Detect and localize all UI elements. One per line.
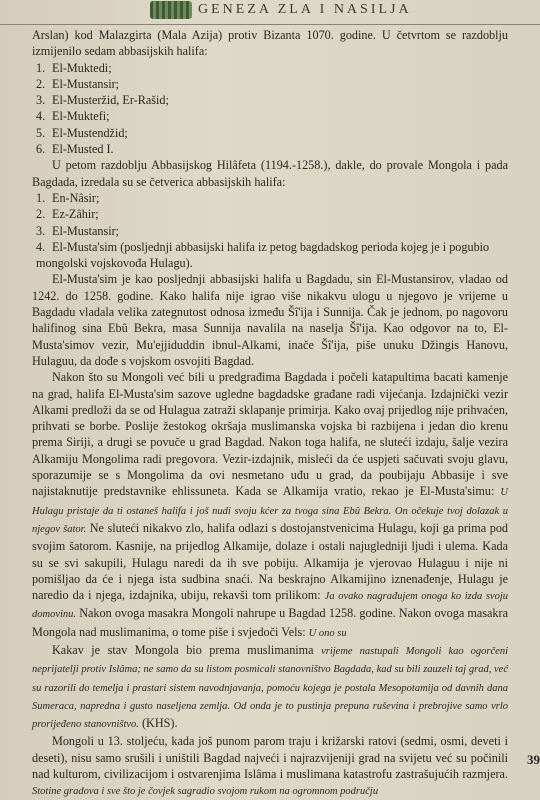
caliph-list-fifth-period	[32, 190, 508, 271]
list-item: 4. El-Musta'sim (posljednji abbasijski halifa iz petog bagdadskog perioda kojeg je i pogubio mongolski vojskovođa Hulagu).	[36, 239, 490, 271]
list-item: 2. El-Mustansir;	[36, 76, 120, 91]
list-item: 3. El-Mustansir;	[36, 223, 120, 238]
quote: vrijeme nastupali Mongoli kao ogorčeni neprijatelji protiv Islâma; ne samo da su listom posmicali stanovništvo Bagdada, kad su bili zauzeli taj grad, već su razorili do temelja i prastari sistem navodnjavanja, pomoću kojega je postala Mesopotamija od davnih dana Sumeraca, naprednа i gusto naseljena zemlja. Od onda je to pustinja prepuna ruševina i prebrojive samo vrlo prorijeđeno stanovništvo.	[32, 645, 509, 731]
list-item: 6. El-Musted I.	[36, 142, 114, 157]
running-title: GENEZA ZLA I NASILJA	[198, 2, 412, 17]
quote: U ono su	[308, 627, 347, 639]
list-item: 5. El-Mustendžid;	[36, 125, 128, 140]
caliph-list-fourth-period	[32, 60, 508, 158]
list-item: 2. Ez-Zâhir;	[36, 207, 99, 222]
body-paragraph: El-Musta'sim je kao posljednji abbasijski halifa u Bagdadu, sin El-Mustansirov, vladao od 1242. do 1258. godine. Kako halifa nije igrao više nikakvu ulogu u njegovo je vrijeme u Bagdadu vladala velika zategnutost odnosa između Šî'ija i Sunnija. Čak je jednom, po nagovoru halifinog sina Ebû Bekra, masa Sunnija navalila na naselja Šî'ija. Kao odgovor na to, El-Musta'simov vezir, Mu'ejjiduddin ibnul-Alkami, inače Šî'ija, piše unuku Džingis Hanovu, Hulaguu, da dođe s vojskom osvojiti Bagdad.	[32, 272, 508, 368]
list-item: 1. En-Nâsir;	[36, 190, 100, 205]
quote: U Hulagu pristaje da ti ostaneš halifa i još nudi svoju kćer za tvoga sina Ebû Bekra. On očekuje tvoj dolazak u njegov šator.	[32, 487, 509, 535]
page-content	[32, 27, 508, 800]
header-ornament	[150, 1, 192, 19]
list-item: 1. El-Muktedi;	[36, 60, 112, 75]
body-paragraph: Kakav je stav Mongola bio prema muslimanima vrijeme nastupali Mongoli kao ogorčeni neprijatelji protiv Islâma; ne samo da su listom posmicali stanovništvo Bagdada, kad su bili zauzeli taj grad, već su razorili do temelja i prastari sistem navodnjavanja, pomoću kojega je postala Mesopotamija od davnih dana Sumeraca, naprednа i gusto naseljena zemlja. Od onda je to pustinja prepuna ruševina i prebrojive samo vrlo prorijeđeno stanovništvo. (KHS).	[32, 642, 509, 731]
running-header	[0, 0, 540, 25]
list-item: 4. El-Muktefi;	[36, 109, 110, 124]
body-paragraph: Mongoli u 13. stoljeću, kada još punom parom traju i križarski ratovi (sedmi, osmi, deveti i deseti), nisu samo srušili i uništili Bagdad najveći i najrazvijeniji grad na svijetu već su počinili nad kulturom, civilizacijom i ostvarenjima Islâma i muslimana katastrofu zastrašujućih razmjera. Stotine gradova i sve što je čovjek sagradio svojom rukom na ogromnom području	[32, 734, 508, 798]
quote: Ja ovako nagrađujem onoga ko izda svoju domovinu.	[32, 591, 508, 621]
intro-paragraph: Arslan) kod Malazgirta (Mala Azija) protiv Bizanta 1070. godine. U četvrtom se razdoblju izmijenilo sedam abbasijskih halifa:	[32, 28, 508, 59]
body-paragraph: Nakon što su Mongoli već bili u predgrađima Bagdada i počeli katapultima bacati kamenje na grad, halifa El-Musta'sim sazove ugledne bagdadske građane radi vijećanja. Izdajnički vezir Alkami predloži da se od Hulagua zatraži sklapanje primirja. Kako ovaj prijedlog nije prihvaćen, prihvati se borbe. Poslije žestokog okršaja muslimanska vojska bi razbijena i jedan dio krenu prema Siriji, a drugi se povuče u grad Bagdad. Nakon toga halifa, ne sluteći izdaju, šalje vezira Alkamiju Mongolima radi pregovora. Vezir-izdajnik, misleći da će uspjeti sačuvati svoju glavu, sporazumije se s Mongolima da ovi nesmetano uđu u grad, da poubijaju Abbasije i sve najistaknutije predstavnike ehlissuneta. Kada se Alkamija vratio, rekao je El-Musta'simu: U Hulagu pristaje da ti ostaneš halifa i još nudi svoju kćer za tvoga sina Ebû Bekra. On očekuje tvoj dolazak u njegov šator. Ne sluteći nikakvo zlo, halifa odlazi s dostojanstvenicima Hulagu, koji ga prima pod svojim šatorom. Kasnije, na prijedlog Alkamije, dolaze i ostali najugledniji ljudi i ulema. Kada su se svi sakupili, Hulagu naredi da ih sve pobiju. Alkamija je vjerovao Hulaguu i nije ni pomišljao da će i njega ista sudbina snaći. Na beskrajno Alkamijino iznenađenje, Hulagu je naredio da i njega, izdajnika, ubiju, rekavši tom prilikom: Ja ovako nagrađujem onoga ko izda svoju domovinu. Nakon ovoga masakra Mongoli nahrupe u Bagdad 1258. godine. Nakon ovoga masakra Mongola nad muslimanima, o tome piše i svjedoči Vels: U ono su	[32, 370, 509, 639]
fifth-period-paragraph: U petom razdoblju Abbasijskog Hilâfeta (1194.-1258.), dakle, do provale Mongola i pada Bagdada, izredala su se četverica abbasijskih halifa:	[32, 158, 508, 189]
page-number: 39	[527, 752, 540, 767]
list-item: 3. El-Musteržid, Er-Rašid;	[36, 93, 169, 108]
quote: Stotine gradova i sve što je čovjek sagradio svojom rukom na ogromnom području	[32, 786, 379, 798]
